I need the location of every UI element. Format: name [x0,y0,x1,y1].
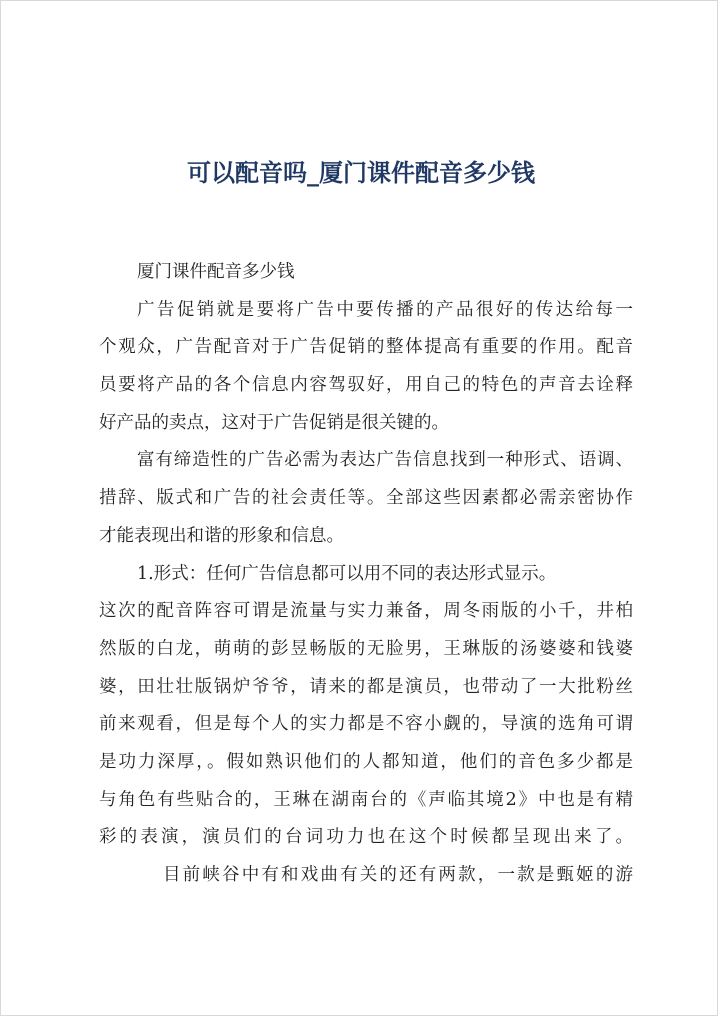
text-line: 措辞、版式和广告的社会责任等。全部这些因素都必需亲密协作 [99,488,633,509]
text-line: 好产品的卖点，这对于广告促销是很关键的。 [99,412,449,433]
text-line: 这次的配音阵容可谓是流量与实力兼备，周冬雨版的小千，井柏 [99,601,633,622]
text-line: 1.形式：任何广告信息都可以用不同的表达形式显示。 [137,563,557,584]
text-line: 广告促销就是要将广告中要传播的产品很好的传达给每一 [137,299,633,320]
text-line: 与角色有些贴合的，王琳在湖南台的《声临其境2》中也是有精 [99,789,633,810]
text-line: 目前峡谷中有和戏曲有关的还有两款，一款是甄姬的游 [163,865,633,885]
document-title: 可以配音吗_厦门课件配音多少钱 [187,158,535,187]
text-line: 是功力深厚，。假如熟识他们的人都知道，他们的音色多少都是 [99,751,633,772]
text-line: 前来观看，但是每个人的实力都是不容小觑的，导演的选角可谓 [99,714,633,735]
text-line: 员要将产品的各个信息内容驾驭好，用自己的特色的声音去诠释 [99,375,633,396]
document-body [99,254,633,895]
text-line: 彩的表演，演员们的台词功力也在这个时候都呈现出来了。 [99,827,633,848]
text-line: 然版的白龙，萌萌的彭昱畅版的无脸男，王琳版的汤婆婆和钱婆 [99,638,633,659]
text-line: 婆，田壮壮版锅炉爷爷，请来的都是演员，也带动了一大批粉丝 [99,676,633,697]
text-line: 才能表现出和谐的形象和信息。 [99,525,344,546]
text-line: 个观众，广告配音对于广告促销的整体提高有重要的作用。配音 [99,337,633,358]
text-line: 厦门课件配音多少钱 [137,262,295,282]
text-line: 富有缔造性的广告必需为表达广告信息找到一种形式、语调、 [137,450,633,471]
